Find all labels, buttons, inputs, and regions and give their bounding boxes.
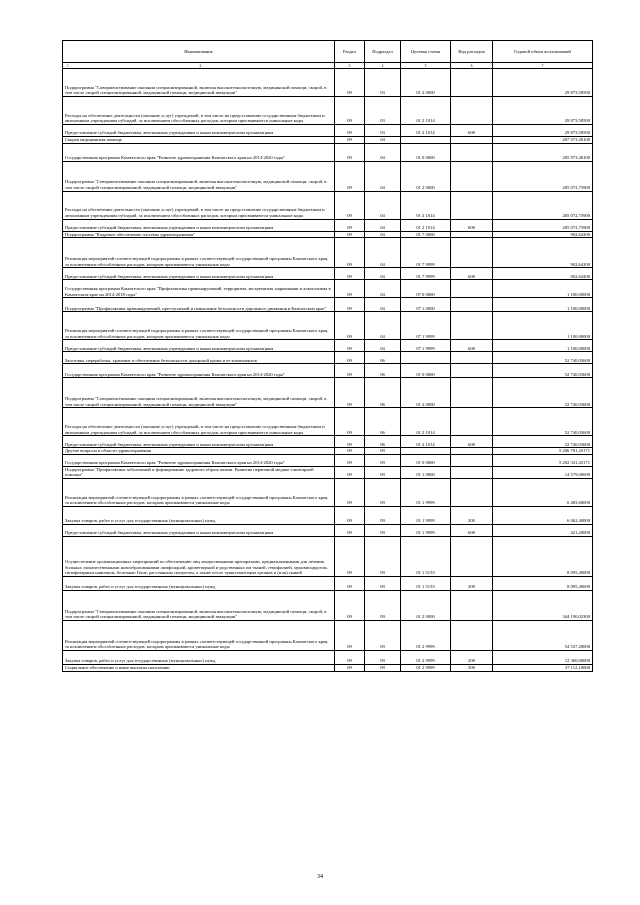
row-kind	[451, 298, 493, 312]
row-target: 07 0 0000	[401, 280, 451, 298]
row-subsection: 04	[365, 312, 401, 340]
table-row	[63, 69, 593, 97]
row-amount: 1 100,00000	[493, 340, 593, 352]
row-name: Предоставление субсидий бюджетным, автономным учреждениям и иным некоммерческим организациям	[63, 340, 335, 352]
table-row	[63, 231, 593, 238]
row-name: Закупка товаров, работ и услуг для государственных (муниципальных) нужд	[63, 576, 335, 590]
row-name: Государственная программа Камчатского края "Профилактика правонарушений, терроризма, экстремизма, наркомании и алкоголизма в Камчатском крае на 2014-2018 годы"	[63, 280, 335, 298]
row-amount: 8 095,40000	[493, 576, 593, 590]
row-subsection: 03	[365, 125, 401, 137]
table-row	[63, 408, 593, 436]
row-target: 01 2 1014	[401, 97, 451, 125]
row-subsection: 09	[365, 506, 401, 524]
row-kind	[451, 590, 493, 620]
row-section: 09	[335, 650, 365, 664]
row-amount: 205 072,75900	[493, 161, 593, 191]
row-name: Расходы на обеспечение деятельности (оказание услуг) учреждений, в том числе на предоставление государственным бюджетным и автономным учреждениям субсидий, за исключением обособленных расходов, которым присваиваются уникальные коды	[63, 408, 335, 436]
row-subsection: 09	[365, 536, 401, 576]
row-amount: 5 206 781,43171	[493, 448, 593, 455]
row-subsection: 04	[365, 268, 401, 280]
table-row	[63, 268, 593, 280]
row-target: 01 1 9999	[401, 506, 451, 524]
row-section: 09	[335, 219, 365, 231]
row-name: Реализация мероприятий соответствующей подпрограммы в рамках соответствующей государственной программы Камчатского края, за исключением обособленных расходов, которым присваиваются уникальные коды	[63, 620, 335, 650]
row-amount: 205 072,75900	[493, 191, 593, 219]
row-subsection: 06	[365, 408, 401, 436]
table-row	[63, 143, 593, 161]
row-subsection: 09	[365, 478, 401, 506]
row-amount: 421,20000	[493, 524, 593, 536]
row-amount: 6 062,40000	[493, 506, 593, 524]
row-kind	[451, 97, 493, 125]
row-name: Государственная программа Камчатского края "Развитие здравоохранения Камчатского края на 2014-2020 годы"	[63, 364, 335, 378]
row-kind: 600	[451, 219, 493, 231]
row-subsection: 06	[365, 436, 401, 448]
row-kind	[451, 454, 493, 466]
row-section: 09	[335, 340, 365, 352]
row-kind	[451, 478, 493, 506]
row-kind	[451, 137, 493, 144]
row-kind	[451, 312, 493, 340]
row-name: Подпрограмма "Профилактика правонарушений, преступлений и повышение безопасности дорожного движения в Камчатском крае"	[63, 298, 335, 312]
row-name: Предоставление субсидий бюджетным, автономным учреждениям и иным некоммерческим организациям	[63, 125, 335, 137]
row-target: 01 7 9999	[401, 238, 451, 268]
row-section: 09	[335, 620, 365, 650]
row-target: 01 2 1014	[401, 219, 451, 231]
row-name: Подпрограмма "Кадровое обеспечение системы здравоохранения"	[63, 231, 335, 238]
row-target: 07 1 9999	[401, 312, 451, 340]
row-subsection: 04	[365, 231, 401, 238]
row-name: Предоставление субсидий бюджетным, автономным учреждениям и иным некоммерческим организациям	[63, 436, 335, 448]
row-section: 09	[335, 298, 365, 312]
row-kind	[451, 378, 493, 408]
row-amount: 1 100,00000	[493, 280, 593, 298]
row-section: 09	[335, 454, 365, 466]
table-row	[63, 97, 593, 125]
row-kind	[451, 352, 493, 364]
row-target: 01 0 0000	[401, 364, 451, 378]
row-subsection: 06	[365, 378, 401, 408]
row-section: 09	[335, 191, 365, 219]
row-subsection: 09	[365, 590, 401, 620]
row-name: Реализация мероприятий соответствующей подпрограммы в рамках соответствующей государственной программы Камчатского края, за исключением обособленных расходов, которым присваиваются уникальные коды	[63, 478, 335, 506]
row-target: 01 2 9999	[401, 650, 451, 664]
row-subsection: 06	[365, 352, 401, 364]
row-amount: 29 873,58500	[493, 97, 593, 125]
row-name: Предоставление субсидий бюджетным, автономным учреждениям и иным некоммерческим организациям	[63, 268, 335, 280]
row-name: Реализация мероприятий соответствующей подпрограммы в рамках соответствующей государственной программы Камчатского края, за исключением обособленных расходов, которым присваиваются уникальные коды	[63, 312, 335, 340]
row-amount: 12 360,00000	[493, 650, 593, 664]
header-target: Целевая статья	[401, 41, 451, 63]
row-section: 09	[335, 312, 365, 340]
row-amount: 52 740,03600	[493, 364, 593, 378]
column-number: 6	[451, 63, 493, 69]
row-target: 01 0 0000	[401, 454, 451, 466]
row-amount: 52 740,03600	[493, 436, 593, 448]
header-kind: Вид расходов	[451, 41, 493, 63]
row-amount: 1 100,00000	[493, 298, 593, 312]
column-number: 5	[401, 63, 451, 69]
row-subsection: 09	[365, 448, 401, 455]
row-kind	[451, 231, 493, 238]
row-kind: 600	[451, 436, 493, 448]
row-target: 01 2 9999	[401, 620, 451, 650]
row-name: Реализация мероприятий соответствующей подпрограммы в рамках соответствующей государственной программы Камчатского края, за исключением обособленных расходов, которым присваиваются уникальные коды	[63, 238, 335, 268]
row-section: 09	[335, 238, 365, 268]
row-amount: 29 873,58500	[493, 69, 593, 97]
row-kind	[451, 466, 493, 478]
row-name: Скорая медицинская помощь	[63, 137, 335, 144]
row-section: 09	[335, 408, 365, 436]
table-row	[63, 590, 593, 620]
row-kind	[451, 280, 493, 298]
row-amount: 54 537,20000	[493, 620, 593, 650]
row-kind	[451, 536, 493, 576]
row-section: 09	[335, 378, 365, 408]
table-row	[63, 352, 593, 364]
header-section: Раздел	[335, 41, 365, 63]
row-subsection: 04	[365, 298, 401, 312]
row-section: 09	[335, 352, 365, 364]
row-subsection: 09	[365, 650, 401, 664]
row-target: 01 2 0000	[401, 69, 451, 97]
row-target: 01 2 0000	[401, 590, 451, 620]
row-subsection: 04	[365, 161, 401, 191]
row-kind: 600	[451, 524, 493, 536]
row-section: 09	[335, 576, 365, 590]
row-amount: 37 112,10000	[493, 664, 593, 671]
table-body	[63, 63, 593, 672]
row-name: Расходы на обеспечение деятельности (оказание услуг) учреждений, в том числе на предоставление государственным бюджетным и автономным учреждениям субсидий, за исключением обособленных расходов, которым присваиваются уникальные коды	[63, 97, 335, 125]
row-amount: 6 483,60000	[493, 478, 593, 506]
table-row	[63, 576, 593, 590]
table-row	[63, 466, 593, 478]
row-target: 01 7 9999	[401, 268, 451, 280]
row-subsection: 04	[365, 143, 401, 161]
row-section: 09	[335, 125, 365, 137]
row-amount: 205 973,40100	[493, 143, 593, 161]
table-row	[63, 137, 593, 144]
row-section: 09	[335, 268, 365, 280]
row-name: Закупка товаров, работ и услуг для государственных (муниципальных) нужд	[63, 650, 335, 664]
row-target: 01 0 0000	[401, 143, 451, 161]
page-number: 34	[317, 874, 323, 880]
table-row	[63, 664, 593, 671]
row-subsection: 04	[365, 340, 401, 352]
row-target: 01 2 1014	[401, 191, 451, 219]
table-row	[63, 125, 593, 137]
row-kind	[451, 143, 493, 161]
row-subsection: 03	[365, 69, 401, 97]
table-row	[63, 524, 593, 536]
row-amount: 205 072,75900	[493, 219, 593, 231]
row-section: 09	[335, 664, 365, 671]
header-amount: Годовой объем ассигнований	[493, 41, 593, 63]
row-subsection: 03	[365, 97, 401, 125]
row-amount: 5 202 341,43171	[493, 454, 593, 466]
row-amount: 207 073,40100	[493, 137, 593, 144]
table-row	[63, 238, 593, 268]
row-name: Государственная программа Камчатского края "Развитие здравоохранения Камчатского края на 2014-2020 годы"	[63, 143, 335, 161]
row-amount: 902,64200	[493, 238, 593, 268]
row-section: 09	[335, 143, 365, 161]
row-target: 01 2 1014	[401, 408, 451, 436]
row-target: 01 1 5133	[401, 536, 451, 576]
row-name: Предоставление субсидий бюджетным, автономным учреждениям и иным некоммерческим организациям	[63, 219, 335, 231]
row-subsection: 04	[365, 191, 401, 219]
row-kind	[451, 69, 493, 97]
row-section: 09	[335, 448, 365, 455]
row-name: Другие вопросы в области здравоохранения	[63, 448, 335, 455]
row-target: 01 2 0000	[401, 161, 451, 191]
row-amount: 52 740,03600	[493, 352, 593, 364]
table-row	[63, 161, 593, 191]
row-amount: 14 579,00000	[493, 466, 593, 478]
row-name: Подпрограмма "Совершенствование оказания специализированной, включая высокотехнологичную, медицинской помощи, скорой, в том числе скорой специализированной, медицинской помощи, медицинской эвакуации"	[63, 161, 335, 191]
row-name: Подпрограмма "Совершенствование оказания специализированной, включая высокотехнологичную, медицинской помощи, скорой, в том числе скорой специализированной, медицинской помощи, медицинской эвакуации"	[63, 590, 335, 620]
row-name: Закупка товаров, работ и услуг для государственных (муниципальных) нужд	[63, 506, 335, 524]
row-subsection: 04	[365, 137, 401, 144]
row-amount: 344 190,02300	[493, 590, 593, 620]
row-target: 01 2 1014	[401, 436, 451, 448]
row-target: 01 1 9999	[401, 478, 451, 506]
row-amount: 902,64200	[493, 268, 593, 280]
row-amount: 902,64200	[493, 231, 593, 238]
row-section: 09	[335, 231, 365, 238]
header-subsection: Подраздел	[365, 41, 401, 63]
row-kind: 200	[451, 576, 493, 590]
row-kind: 200	[451, 506, 493, 524]
table-row	[63, 219, 593, 231]
table-row	[63, 536, 593, 576]
row-kind: 600	[451, 340, 493, 352]
row-name: Осуществление организационных мероприятий по обеспечению лиц лекарственными препаратами, предназначенными для лечения больных злокачественными новообразованиями лимфоидной, кроветворной и родственных им тканей, гемофилией, муковисцидозом, гипофизарным нанизмом, болезнью Гоше, рассеянным склерозом, а также после трансплантации органов и (или) тканей	[63, 536, 335, 576]
table-row	[63, 191, 593, 219]
column-number: 2	[199, 63, 202, 68]
row-name: Подпрограмма "Совершенствование оказания специализированной, включая высокотехнологичную, медицинской помощи, скорой, в том числе скорой специализированной, медицинской помощи, медицинской эвакуации"	[63, 378, 335, 408]
row-name: Социальное обеспечение и иные выплаты населению	[63, 664, 335, 671]
column-number: 4	[365, 63, 401, 69]
table-row	[63, 312, 593, 340]
row-amount: 52 740,03600	[493, 408, 593, 436]
row-kind: 600	[451, 268, 493, 280]
row-target: 01 2 0000	[401, 378, 451, 408]
row-subsection: 06	[365, 364, 401, 378]
table-row	[63, 448, 593, 455]
row-amount: 29 873,58500	[493, 125, 593, 137]
row-kind: 300	[451, 664, 493, 671]
row-name: Расходы на обеспечение деятельности (оказание услуг) учреждений, в том числе на предоставление государственным бюджетным и автономным учреждениям субсидий, за исключением обособленных расходов, которым присваиваются уникальные коды	[63, 191, 335, 219]
row-target: 07 1 0000	[401, 298, 451, 312]
row-target: 01 2 1014	[401, 125, 451, 137]
row-amount: 8 095,40000	[493, 536, 593, 576]
column-number: 7	[493, 63, 593, 69]
row-section: 09	[335, 69, 365, 97]
table-row	[63, 378, 593, 408]
row-name: Подпрограмма "Совершенствование оказания специализированной, включая высокотехнологичную, медицинской помощи, скорой, в том числе скорой специализированной, медицинской помощи, медицинской эвакуации"	[63, 69, 335, 97]
row-name: Государственная программа Камчатского края "Развитие здравоохранения Камчатского края на 2014-2020 годы"	[63, 454, 335, 466]
row-amount: 1 100,00000	[493, 312, 593, 340]
row-kind: 200	[451, 650, 493, 664]
row-subsection: 04	[365, 280, 401, 298]
column-number: 3	[335, 63, 365, 69]
table-row	[63, 506, 593, 524]
row-subsection: 09	[365, 466, 401, 478]
row-kind	[451, 161, 493, 191]
row-section: 09	[335, 364, 365, 378]
row-kind	[451, 238, 493, 268]
row-subsection: 04	[365, 238, 401, 268]
row-target: 01 1 5133	[401, 576, 451, 590]
row-section: 09	[335, 97, 365, 125]
row-target: 01 2 9999	[401, 664, 451, 671]
row-target	[401, 352, 451, 364]
row-section: 09	[335, 280, 365, 298]
row-section: 09	[335, 137, 365, 144]
table-row	[63, 436, 593, 448]
table-row	[63, 650, 593, 664]
row-kind	[451, 620, 493, 650]
row-target	[401, 137, 451, 144]
table-row	[63, 364, 593, 378]
table-row	[63, 620, 593, 650]
row-target: 01 7 0000	[401, 231, 451, 238]
row-section: 09	[335, 524, 365, 536]
row-target: 01 1 9999	[401, 524, 451, 536]
row-name: Предоставление субсидий бюджетным, автономным учреждениям и иным некоммерческим организациям	[63, 524, 335, 536]
row-name: Подпрограмма "Профилактика заболеваний и формирование здорового образа жизни. Развитие первичной медико-санитарной помощи"	[63, 466, 335, 478]
row-kind	[451, 191, 493, 219]
row-section: 09	[335, 478, 365, 506]
budget-table	[62, 40, 593, 672]
row-name: Заготовка, переработка, хранение и обеспечение безопасности донорской крови и ее компонентов	[63, 352, 335, 364]
row-kind	[451, 408, 493, 436]
row-section: 09	[335, 506, 365, 524]
row-kind	[451, 448, 493, 455]
row-subsection: 09	[365, 620, 401, 650]
row-subsection: 09	[365, 664, 401, 671]
row-subsection: 09	[365, 576, 401, 590]
row-target: 01 1 0000	[401, 466, 451, 478]
row-amount: 52 740,03600	[493, 378, 593, 408]
row-kind	[451, 364, 493, 378]
table-row	[63, 454, 593, 466]
row-target	[401, 448, 451, 455]
row-kind: 600	[451, 125, 493, 137]
row-section: 09	[335, 590, 365, 620]
table-row	[63, 478, 593, 506]
table-row	[63, 280, 593, 298]
row-section: 09	[335, 161, 365, 191]
row-target: 07 1 9999	[401, 340, 451, 352]
row-section: 09	[335, 436, 365, 448]
table-row	[63, 340, 593, 352]
table-header-row	[63, 41, 593, 63]
row-section: 09	[335, 466, 365, 478]
row-subsection: 09	[365, 454, 401, 466]
row-subsection: 09	[365, 524, 401, 536]
row-subsection: 04	[365, 219, 401, 231]
table-row	[63, 298, 593, 312]
row-section: 09	[335, 536, 365, 576]
header-name: Наименование	[63, 41, 335, 63]
column-number: 1	[67, 63, 69, 68]
